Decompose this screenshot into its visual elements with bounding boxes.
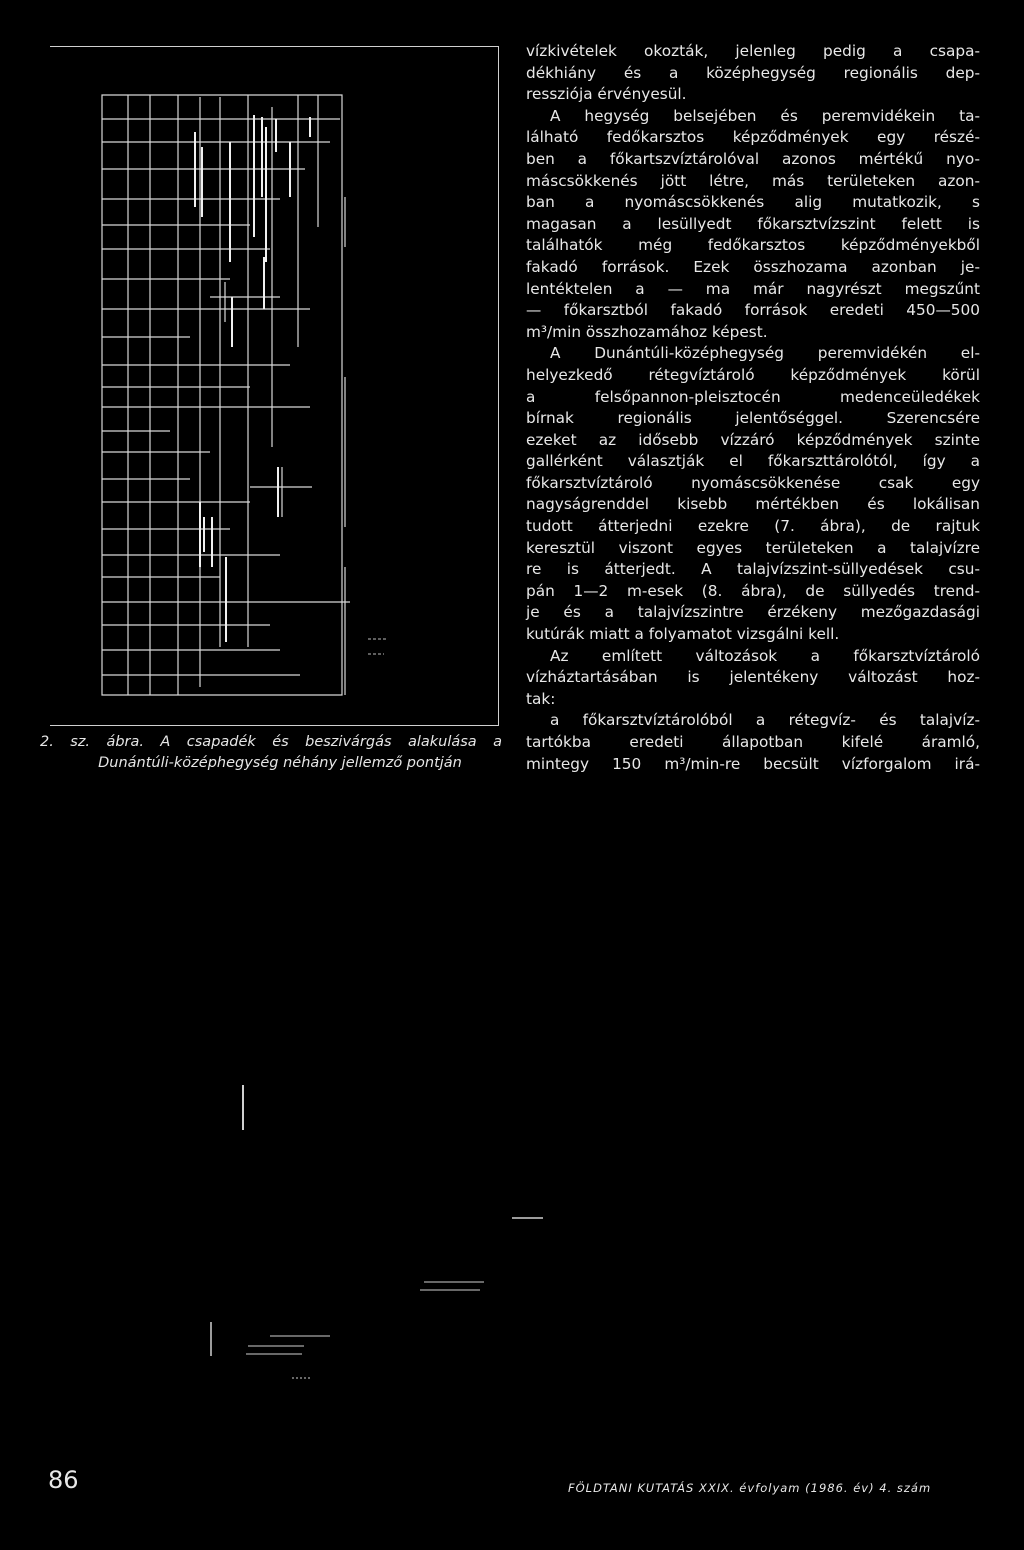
- text-line: tak:: [526, 689, 556, 708]
- text-line: lálható fedőkarsztos képződmények egy részé-: [526, 128, 980, 147]
- text-line: máscsökkenés jött létre, más területeken azon-: [526, 171, 980, 190]
- text-line: pán 1—2 m-esek (8. ábra), de süllyedés trend-: [526, 581, 980, 600]
- text-line: ben a főkartszvíztárolóval azonos mértékű nyo-: [526, 149, 980, 168]
- text-line: mintegy 150 m³/min-re becsült vízforgalom irá-: [526, 754, 980, 773]
- text-line: — főkarsztból fakadó források eredeti 450—500: [526, 301, 980, 320]
- text-line: Az említett változások a főkarsztvíztároló: [550, 646, 980, 665]
- text-line: fakadó források. Ezek összhozama azonban je-: [526, 257, 980, 276]
- text-line: gallérként választják el főkarszttárolótól, így a: [526, 452, 980, 471]
- page-number: 86: [48, 1466, 79, 1494]
- text-line: találhatók még fedőkarsztos képződményekből: [526, 236, 980, 255]
- text-line: nagyságrenddel kisebb mértékben és lokálisan: [526, 495, 980, 514]
- text-line: re is átterjedt. A talajvízszint-süllyedések csu-: [526, 560, 980, 579]
- figure-caption-line: Dunántúli-középhegység néhány jellemző pontján: [98, 755, 462, 771]
- journal-footer: FÖLDTANI KUTATÁS XXIX. évfolyam (1986. év) 4. szám: [568, 1481, 932, 1495]
- text-line: helyezkedő rétegvíztároló képződmények körül: [526, 365, 980, 384]
- text-line: vízkivételek okozták, jelenleg pedig a csapa-: [526, 42, 980, 60]
- text-line: tartókba eredeti állapotban kifelé áramló,: [526, 733, 980, 751]
- text-line: A hegység belsejében és peremvidékein ta-: [550, 106, 980, 125]
- text-line: lentéktelen a — ma már nagyrészt megszűnt: [526, 279, 980, 298]
- text-line: bírnak regionális jelentőséggel. Szerencsére: [526, 409, 980, 428]
- text-line: dékhiány és a középhegység regionális dep-: [526, 63, 980, 82]
- text-line: vízháztartásában is jelentékeny változást hoz-: [526, 668, 980, 687]
- text-line: A Dunántúli-középhegység peremvidékén el-: [550, 344, 980, 363]
- text-line: ezeket az idősebb vízzáró képződmények szinte: [526, 430, 980, 449]
- text-line: je és a talajvízszintre érzékeny mezőgazdasági: [526, 603, 980, 622]
- text-line: tudott átterjedni ezekre (7. ábra), de rajtuk: [526, 517, 980, 536]
- figure-caption-line: 2. sz. ábra. A csapadék és beszivárgás alakulása a: [40, 734, 502, 750]
- text-line: ressziója érvényesül.: [526, 85, 687, 104]
- text-line: főkarsztvíztároló nyomáscsökkenése csak egy: [526, 473, 980, 492]
- text-line: kutúrák miatt a folyamatot vizsgálni kell.: [526, 625, 840, 644]
- text-line: keresztül viszont egyes területeken a talajvízre: [526, 538, 980, 557]
- text-line: magasan a lesüllyedt főkarsztvízszint felett is: [526, 214, 980, 233]
- text-line: a felsőpannon-pleisztocén medenceüledékek: [526, 387, 980, 406]
- text-line: m³/min összhozamához képest.: [526, 322, 768, 341]
- text-line: ban a nyomáscsökkenés alig mutatkozik, s: [526, 193, 980, 212]
- text-line: a főkarsztvíztárolóból a rétegvíz- és talajvíz-: [550, 711, 980, 730]
